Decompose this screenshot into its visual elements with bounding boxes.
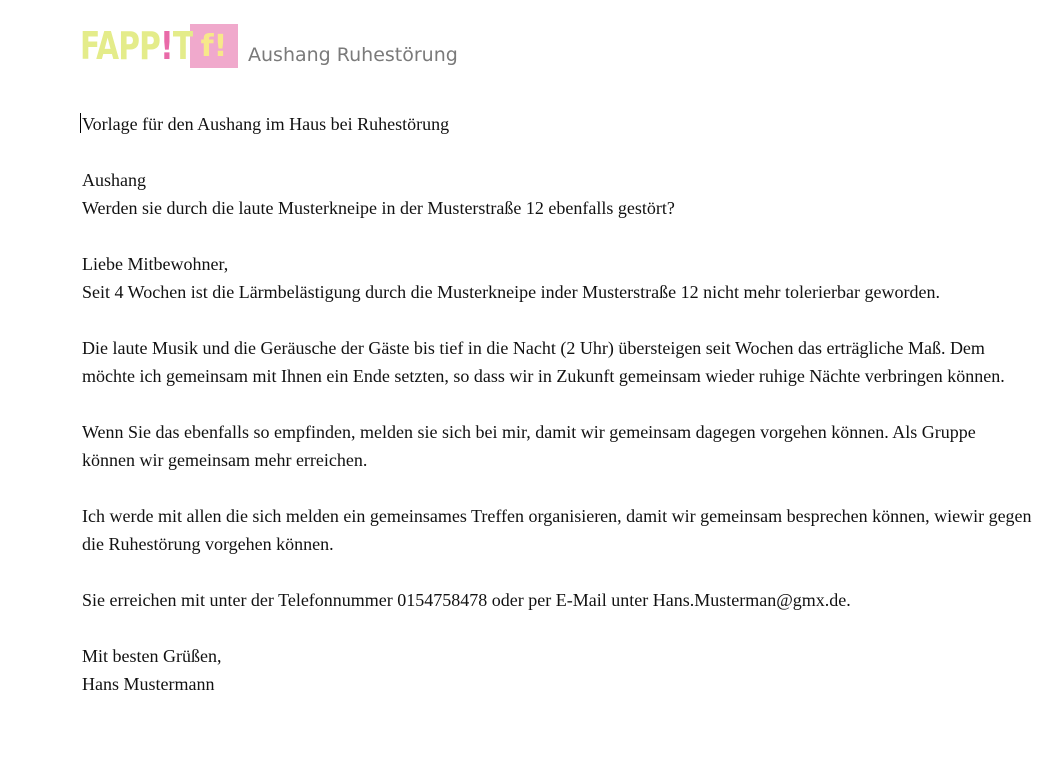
page-header: [80, 16, 458, 68]
signature: Hans Mustermann: [82, 674, 215, 694]
logo-mark-icon[interactable]: [190, 24, 238, 68]
paragraph-4: Ich werde mit allen die sich melden ein gemeinsames Treffen organisieren, damit wir gemeinsam besprechen können, wiewir gegen die Ruhestörung vorgehen können.: [82, 506, 1032, 554]
contact-line: Sie erreichen mit unter der Telefonnummer 0154758478 oder per E-Mail unter Hans.Musterman@gmx.de.: [82, 590, 851, 610]
paragraph-3: Wenn Sie das ebenfalls so empfinden, melden sie sich bei mir, damit wir gemeinsam dagegen vorgehen können. Als Gruppe können wir gemeinsam mehr erreichen.: [82, 422, 976, 470]
document-body[interactable]: [82, 110, 1032, 698]
page-title: Aushang Ruhestörung: [248, 44, 458, 66]
site-logo[interactable]: [80, 24, 193, 68]
logo-bang: !: [160, 24, 173, 68]
subject-label: Aushang: [82, 170, 146, 190]
logo-tail: T: [172, 24, 193, 68]
paragraph-2: Die laute Musik und die Geräusche der Gäste bis tief in die Nacht (2 Uhr) übersteigen seit Wochen das erträgliche Maß. Dem möchte ich gemeinsam mit Ihnen ein Ende setzten, so dass wir in Zukunft gemeinsam wieder ruhige Nächte verbringen können.: [82, 338, 1005, 386]
paragraph-1: Seit 4 Wochen ist die Lärmbelästigung durch die Musterkneipe inder Musterstraße 12 nicht mehr tolerierbar geworden.: [82, 282, 940, 302]
text-cursor: [80, 113, 81, 133]
closing: Mit besten Grüßen,: [82, 646, 222, 666]
logo-text: FAPP: [80, 24, 161, 68]
salutation: Liebe Mitbewohner,: [82, 254, 229, 274]
logo-mark-text: f!: [200, 28, 228, 64]
document-heading-text: Vorlage für den Aushang im Haus bei Ruhestörung: [82, 114, 450, 134]
document-heading: [82, 110, 1032, 138]
subject-question: Werden sie durch die laute Musterkneipe in der Musterstraße 12 ebenfalls gestört?: [82, 198, 675, 218]
